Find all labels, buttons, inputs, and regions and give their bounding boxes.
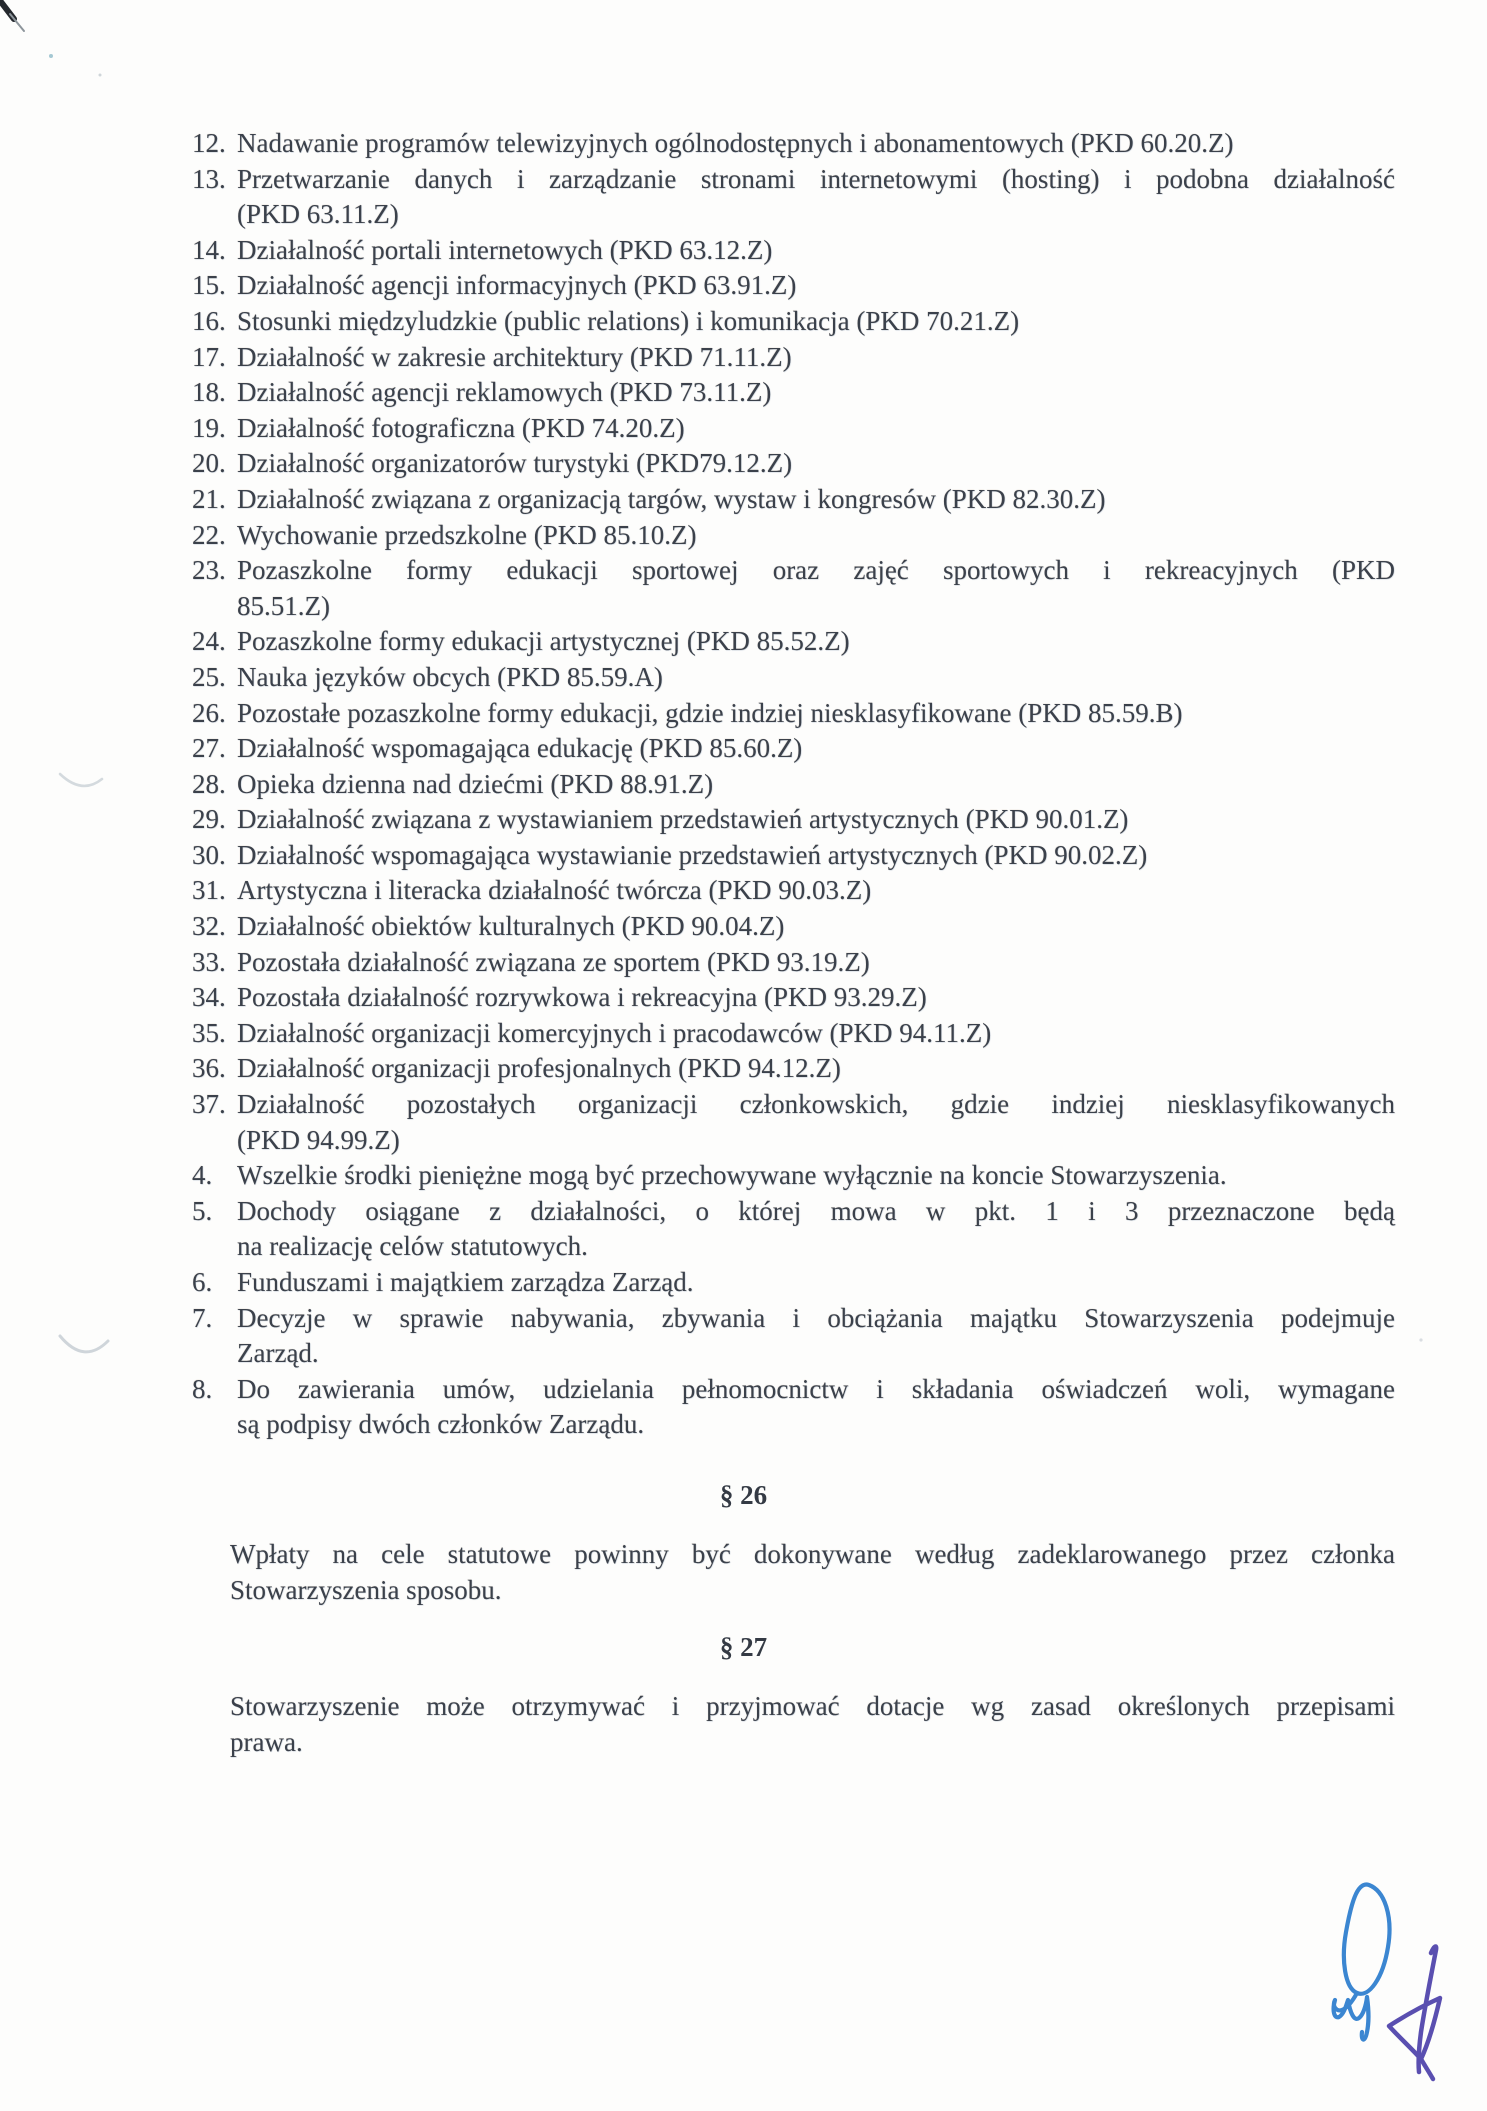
text-line: Działalność organizacji profesjonalnych (PKD 94.12.Z) [237,1053,841,1084]
item-text [237,304,1395,340]
item-text [237,838,1395,874]
text-line: Stowarzyszenia sposobu. [230,1574,502,1605]
list-item [192,304,1395,340]
item-number: 14. [192,234,226,265]
list-item [192,909,1395,945]
item-number: 15. [192,270,226,301]
list-item [192,518,1395,554]
list-item [192,411,1395,447]
statute-section-26 [192,1480,1395,1608]
list-item [192,696,1395,732]
item-text [237,980,1395,1016]
text-line: (PKD 94.99.Z) [237,1124,400,1155]
list-item [192,482,1395,518]
list-item [192,553,1395,624]
item-number: 27. [192,733,226,764]
item-number: 19. [192,412,226,443]
list-item [192,340,1395,376]
text-line: Decyzje w sprawie nabywania, zbywania i obciążania majątku Stowarzyszenia podejmuje [237,1302,1395,1333]
list-item [192,873,1395,909]
text-line: Artystyczna i literacka działalność twórcza (PKD 90.03.Z) [237,875,872,906]
list-item [192,375,1395,411]
list-item [192,126,1395,162]
list-item [192,1016,1395,1052]
text-line: Nadawanie programów telewizyjnych ogólnodostępnych i abonamentowych (PKD 60.20.Z) [237,128,1234,158]
text-line: Działalność fotograficzna (PKD 74.20.Z) [237,412,685,443]
signature-ink-primary [1334,1885,1390,2040]
list-item [192,660,1395,696]
item-number: 22. [192,519,226,550]
item-text [237,126,1395,162]
text-line: Pozostała działalność rozrywkowa i rekreacyjna (PKD 93.29.Z) [237,982,927,1013]
text-line: Wszelkie środki pieniężne mogą być przechowywane wyłącznie na koncie Stowarzyszenia. [237,1160,1227,1191]
text-line: Opieka dzienna nad dziećmi (PKD 88.91.Z) [237,768,714,799]
item-text [237,518,1395,554]
item-text [237,482,1395,518]
text-line: (PKD 63.11.Z) [237,199,399,230]
text-line: Działalność organizatorów turystyki (PKD79.12.Z) [237,448,793,479]
item-number: 16. [192,305,226,336]
item-number: 17. [192,341,226,372]
item-number: 13. [192,163,226,194]
item-number: 26. [192,697,226,728]
list-item [192,1301,1395,1372]
item-text [237,375,1395,411]
text-line: Wpłaty na cele statutowe powinny być dokonywane według zadeklarowanego przez członka [230,1538,1395,1569]
item-number: 24. [192,626,226,657]
item-text [237,1301,1395,1372]
item-number: 23. [192,555,226,586]
text-line: Działalność związana z wystawianiem przedstawień artystycznych (PKD 90.01.Z) [237,804,1129,835]
text-line: Przetwarzanie danych i zarządzanie stronami internetowymi (hosting) i podobna działalność [237,163,1395,194]
item-text [237,1051,1395,1087]
section-paragraph [192,1689,1395,1760]
item-number: 4. [192,1160,213,1191]
item-text [237,233,1395,269]
item-number: 7. [192,1302,213,1333]
item-text [237,1158,1395,1194]
item-text [237,411,1395,447]
text-line: prawa. [230,1726,303,1757]
list-item [192,945,1395,981]
text-line: Stowarzyszenie może otrzymywać i przyjmować dotacje wg zasad określonych przepisami [230,1691,1395,1722]
item-text [237,553,1395,624]
list-item [192,1265,1395,1301]
item-text [237,624,1395,660]
text-line: są podpisy dwóch członków Zarządu. [237,1409,645,1440]
item-number: 18. [192,377,226,408]
item-number: 8. [192,1373,213,1404]
item-text [237,1194,1395,1265]
list-item [192,1051,1395,1087]
text-line: Działalność portali internetowych (PKD 63.12.Z) [237,234,773,265]
item-number: 5. [192,1195,213,1226]
statute-section-27 [192,1632,1395,1760]
item-text [237,1016,1395,1052]
text-line: na realizację celów statutowych. [237,1231,588,1262]
item-text [237,1087,1395,1158]
text-line: Pozaszkolne formy edukacji sportowej oraz zajęć sportowych i rekreacyjnych (PKD [237,555,1395,586]
list-item [192,980,1395,1016]
section-heading: § 26 [719,1479,768,1510]
text-line: Funduszami i majątkiem zarządza Zarząd. [237,1267,694,1297]
text-line: Nauka języków obcych (PKD 85.59.A) [237,661,663,692]
item-number: 30. [192,839,226,870]
statute-rules-list [0,1158,1487,1443]
item-text [237,767,1395,803]
item-number: 29. [192,804,226,835]
text-line: Działalność agencji informacyjnych (PKD 63.91.Z) [237,270,797,301]
statute-sections [0,1480,1487,1760]
item-number: 21. [192,483,226,514]
item-text [237,696,1395,732]
item-text [237,731,1395,767]
text-line: Pozostałe pozaszkolne formy edukacji, gdzie indziej niesklasyfikowane (PKD 85.59.B) [237,697,1183,728]
text-line: Stosunki międzyludzkie (public relations) i komunikacja (PKD 70.21.Z) [237,305,1020,336]
item-text [237,660,1395,696]
item-number: 34. [192,982,226,1013]
text-line: 85.51.Z) [237,590,330,621]
list-item [192,1087,1395,1158]
text-line: Działalność związana z organizacją targów, wystaw i kongresów (PKD 82.30.Z) [237,483,1106,514]
item-text [237,162,1395,233]
text-line: Działalność agencji reklamowych (PKD 73.11.Z) [237,377,772,408]
text-line: Działalność wspomagająca wystawianie przedstawień artystycznych (PKD 90.02.Z) [237,839,1148,870]
item-text [237,873,1395,909]
item-number: 33. [192,946,226,977]
text-line: Dochody osiągane z działalności, o której mowa w pkt. 1 i 3 przeznaczone będą [237,1195,1395,1226]
item-number: 6. [192,1267,213,1297]
item-number: 32. [192,911,226,942]
list-item [192,268,1395,304]
item-number: 35. [192,1017,226,1048]
text-line: Pozostała działalność związana ze sportem (PKD 93.19.Z) [237,946,870,977]
text-line: Zarząd. [237,1338,319,1369]
text-line: Działalność pozostałych organizacji członkowskich, gdzie indziej niesklasyfikowanych [237,1089,1395,1120]
text-line: Działalność w zakresie architektury (PKD 71.11.Z) [237,341,792,372]
item-text [237,446,1395,482]
text-line: Działalność obiektów kulturalnych (PKD 90.04.Z) [237,911,785,942]
item-text [237,340,1395,376]
item-number: 37. [192,1089,226,1120]
item-text [237,945,1395,981]
list-item [192,802,1395,838]
section-heading: § 27 [719,1632,768,1663]
list-item [192,162,1395,233]
item-text [237,802,1395,838]
section-paragraph [192,1537,1395,1608]
item-text [237,909,1395,945]
list-item [192,1372,1395,1443]
text-line: Do zawierania umów, udzielania pełnomocnictw i składania oświadczeń woli, wymagane [237,1373,1395,1404]
list-item [192,767,1395,803]
list-item [192,1158,1395,1194]
text-line: Działalność organizacji komercyjnych i pracodawców (PKD 94.11.Z) [237,1017,992,1048]
list-item [192,624,1395,660]
item-text [237,1372,1395,1443]
list-item [192,446,1395,482]
item-number: 20. [192,448,226,479]
text-line: Wychowanie przedszkolne (PKD 85.10.Z) [237,519,697,550]
text-line: Pozaszkolne formy edukacji artystycznej (PKD 85.52.Z) [237,626,850,657]
item-number: 28. [192,768,226,799]
list-item [192,838,1395,874]
list-item [192,1194,1395,1265]
text-line: Działalność wspomagająca edukację (PKD 85.60.Z) [237,733,803,764]
item-text [237,268,1395,304]
list-item [192,731,1395,767]
item-text [237,1265,1395,1301]
item-number: 12. [192,128,226,158]
signature-ink-secondary [1389,1946,1440,2079]
item-number: 31. [192,875,226,906]
item-number: 36. [192,1053,226,1084]
item-number: 25. [192,661,226,692]
list-item [192,233,1395,269]
